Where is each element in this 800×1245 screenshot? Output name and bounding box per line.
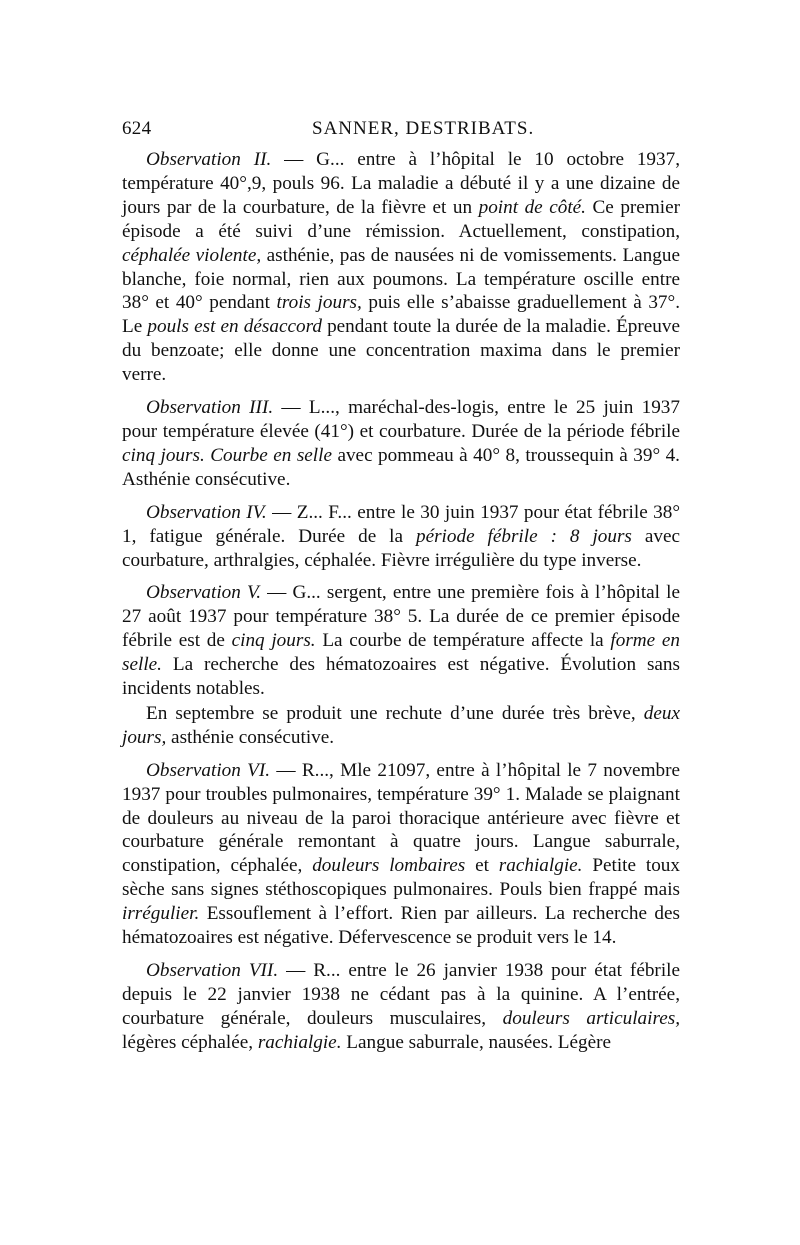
paragraph-observation-2 (122, 148, 680, 387)
italic-run: Observation IV. (146, 501, 267, 523)
italic-run: forme en selle. (122, 630, 680, 676)
italic-run: pouls est en désaccord (147, 316, 322, 338)
italic-run: deux jours, (122, 702, 680, 748)
text-run: et (465, 855, 499, 877)
text-run: — R..., Mle 21097, entre à l’hôpital le 7 novembre 1937 pour troubles pulmonaires, température 39° 1. Malade se plaignant de douleurs au niveau de la paroi thoracique antérieure avec fièvre et courbature générale remontant à quatre jours. Langue saburrale, constipation, céphalée, (122, 759, 680, 877)
italic-run: rachialgie. (498, 855, 583, 877)
italic-run: douleurs articulaires, (502, 1007, 680, 1029)
text-run: asthénie, pas de nausées ni de vomissements. Langue blanche, foie normal, rien aux poumons. La température oscille entre 38° et 40° pendant (122, 244, 680, 314)
paragraph-observation-5-continued (122, 702, 680, 750)
italic-run: Observation VII. (146, 960, 279, 981)
text-run: En septembre se produit une rechute d’une durée très brève, (146, 702, 644, 724)
italic-run: trois jours, (276, 292, 362, 314)
paragraph-observation-5 (122, 581, 680, 701)
text-run: La courbe de température affecte la (315, 630, 611, 652)
italic-run: céphalée violente, (122, 244, 262, 266)
italic-run: Observation II. (146, 149, 272, 170)
text-run: — G... sergent, entre une première fois à l’hôpital le 27 août 1937 pour température 38° 5. La durée de ce premier épisode fébrile est de (122, 582, 680, 652)
italic-run: période fébrile : 8 jours (415, 525, 632, 547)
page-number: 624 (122, 118, 152, 139)
italic-run: Observation VI. (146, 759, 271, 781)
text-run: légères céphalée, (122, 1031, 258, 1053)
italic-run: point de côté. (478, 196, 586, 218)
paragraph-observation-7 (122, 959, 680, 1055)
text-run: — R... entre le 26 janvier 1938 pour état fébrile depuis le 22 janvier 1938 ne cédant pas à la quinine. A l’entrée, courbature générale, douleurs musculaires, (122, 960, 680, 1029)
text-run: avec pommeau à 40° 8, troussequin à 39° 4. Asthénie consécutive. (122, 444, 680, 490)
italic-run: Observation III. (146, 397, 274, 419)
italic-run: rachialgie. (257, 1031, 342, 1053)
text-run: — Z... F... entre le 30 juin 1937 pour état fébrile 38° 1, fatigue générale. Durée de la (122, 501, 680, 547)
italic-run: douleurs lombaires (312, 855, 466, 877)
body-text (122, 148, 680, 1064)
italic-run: cinq jours. (122, 444, 205, 466)
italic-run: Observation V. (146, 582, 262, 604)
italic-run: cinq jours. (231, 630, 316, 652)
paragraph-observation-6 (122, 759, 680, 950)
text-run: — L..., maréchal-des-logis, entre le 25 juin 1937 pour température élevée (41°) et courbature. Durée de la période fébrile (122, 397, 680, 442)
text-run: avec courbature, arthralgies, céphalée. Fièvre irrégulière du type inverse. (122, 525, 680, 571)
text-run: Petite toux sèche sans signes stéthoscopiques pulmonaires. Pouls bien frappé mais (122, 855, 680, 901)
text-run: Essouflement à l’effort. Rien par ailleurs. La recherche des hématozoaires est négative. Défervescence se produit vers le 14. (122, 903, 680, 949)
text-run: Ce premier épisode a été suivi d’une rémission. Actuellement, constipation, (122, 196, 680, 242)
text-run: — G... entre à l’hôpital le 10 octobre 1937, température 40°,9, pouls 96. La maladie a débuté il y a une dizaine de jours par de la courbature, de la fièvre et un (122, 149, 680, 218)
italic-run: Courbe en selle (210, 444, 332, 466)
paragraph-observation-4 (122, 501, 680, 573)
paragraph-observation-3 (122, 396, 680, 492)
running-title: SANNER, DESTRIBATS. (312, 118, 535, 139)
italic-run: irrégulier. (122, 903, 200, 925)
text-run: puis elle s’abaisse graduellement à 37°. Le (122, 292, 680, 338)
text-run: La recherche des hématozoaires est négative. Évolution sans incidents notables. (122, 654, 680, 700)
text-run: Langue saburrale, nausées. Légère (341, 1031, 612, 1053)
text-run: asthénie consécutive. (166, 726, 335, 748)
text-run: pendant toute la durée de la maladie. Épreuve du benzoate; elle donne une concentration maxima dans le premier verre. (122, 316, 680, 386)
page-header (122, 118, 680, 148)
